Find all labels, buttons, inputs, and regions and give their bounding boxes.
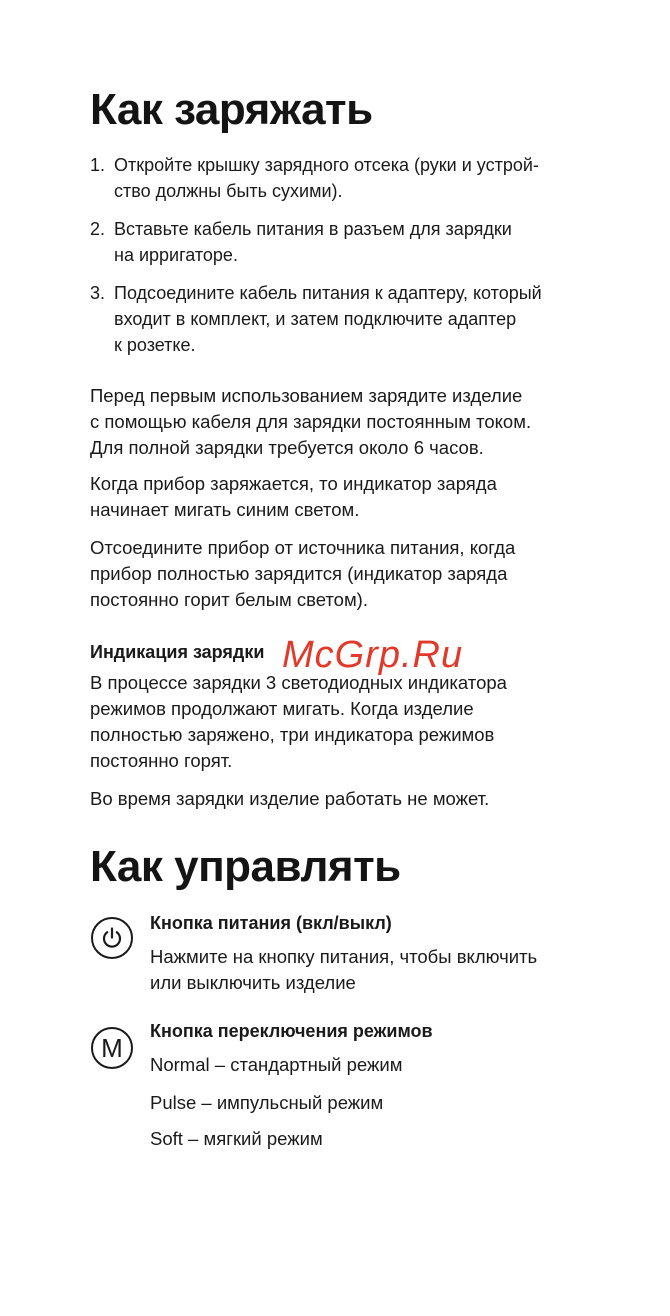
step-text-line: Вставьте кабель питания в разъем для зарядки (114, 219, 512, 239)
text-line: постоянно горят. (90, 750, 233, 771)
text-line: Во время зарядки изделие работать не может. (90, 788, 490, 809)
charging-steps (90, 152, 590, 370)
mode-soft: Soft – мягкий режим (150, 1128, 323, 1149)
mode-button-title: Кнопка переключения режимов (150, 1021, 433, 1041)
text-line: начинает мигать синим светом. (90, 499, 360, 520)
mode-normal: Normal – стандартный режим (150, 1054, 403, 1075)
power-icon (91, 917, 133, 959)
paragraph-disconnect (90, 535, 610, 613)
power-button-title: Кнопка питания (вкл/выкл) (150, 913, 392, 933)
step-text-line: Откройте крышку зарядного отсека (руки и устрой- (114, 155, 539, 175)
step-text-line: ство должны быть сухими). (114, 181, 343, 201)
controls-title: Как управлять (90, 842, 401, 891)
step-item (90, 216, 590, 268)
step-number: 3. (90, 283, 106, 303)
step-number: 1. (90, 155, 106, 175)
text-line: В процессе зарядки 3 светодиодных индикатора (90, 672, 507, 693)
mode-pulse: Pulse – импульсный режим (150, 1092, 384, 1113)
indication-title: Индикация зарядки (90, 642, 265, 662)
text-line: Перед первым использованием зарядите изделие (90, 385, 523, 406)
text-line: Для полной зарядки требуется около 6 часов. (90, 437, 484, 458)
paragraph-charging-indicator (90, 471, 610, 523)
text-line: постоянно горит белым светом). (90, 589, 368, 610)
charging-title: Как заряжать (90, 85, 373, 134)
text-line: Когда прибор заряжается, то индикатор заряда (90, 473, 497, 494)
paragraph-no-operation (90, 786, 610, 812)
mode-icon-letter: M (101, 1033, 123, 1063)
step-text-line: входит в комплект, и затем подключите адаптер (114, 309, 517, 329)
text-line: полностью заряжено, три индикатора режимов (90, 724, 495, 745)
step-text-line: Подсоедините кабель питания к адаптеру, который (114, 283, 542, 303)
step-number: 2. (90, 219, 106, 239)
text-line: Отсоедините прибор от источника питания, когда (90, 537, 516, 558)
step-item (90, 280, 590, 358)
text-line: или выключить изделие (150, 972, 356, 993)
mode-icon (91, 1027, 133, 1069)
watermark: McGrp.Ru (282, 634, 464, 676)
text-line: Нажмите на кнопку питания, чтобы включить (150, 946, 538, 967)
step-text-line: к розетке. (114, 335, 196, 355)
paragraph-first-use (90, 383, 610, 461)
text-line: с помощью кабеля для зарядки постоянным током. (90, 411, 532, 432)
power-button-description (150, 944, 537, 996)
step-text-line: на ирригаторе. (114, 245, 238, 265)
step-item (90, 152, 590, 204)
text-line: режимов продолжают мигать. Когда изделие (90, 698, 474, 719)
paragraph-indication (90, 670, 610, 774)
text-line: прибор полностью зарядится (индикатор заряда (90, 563, 508, 584)
